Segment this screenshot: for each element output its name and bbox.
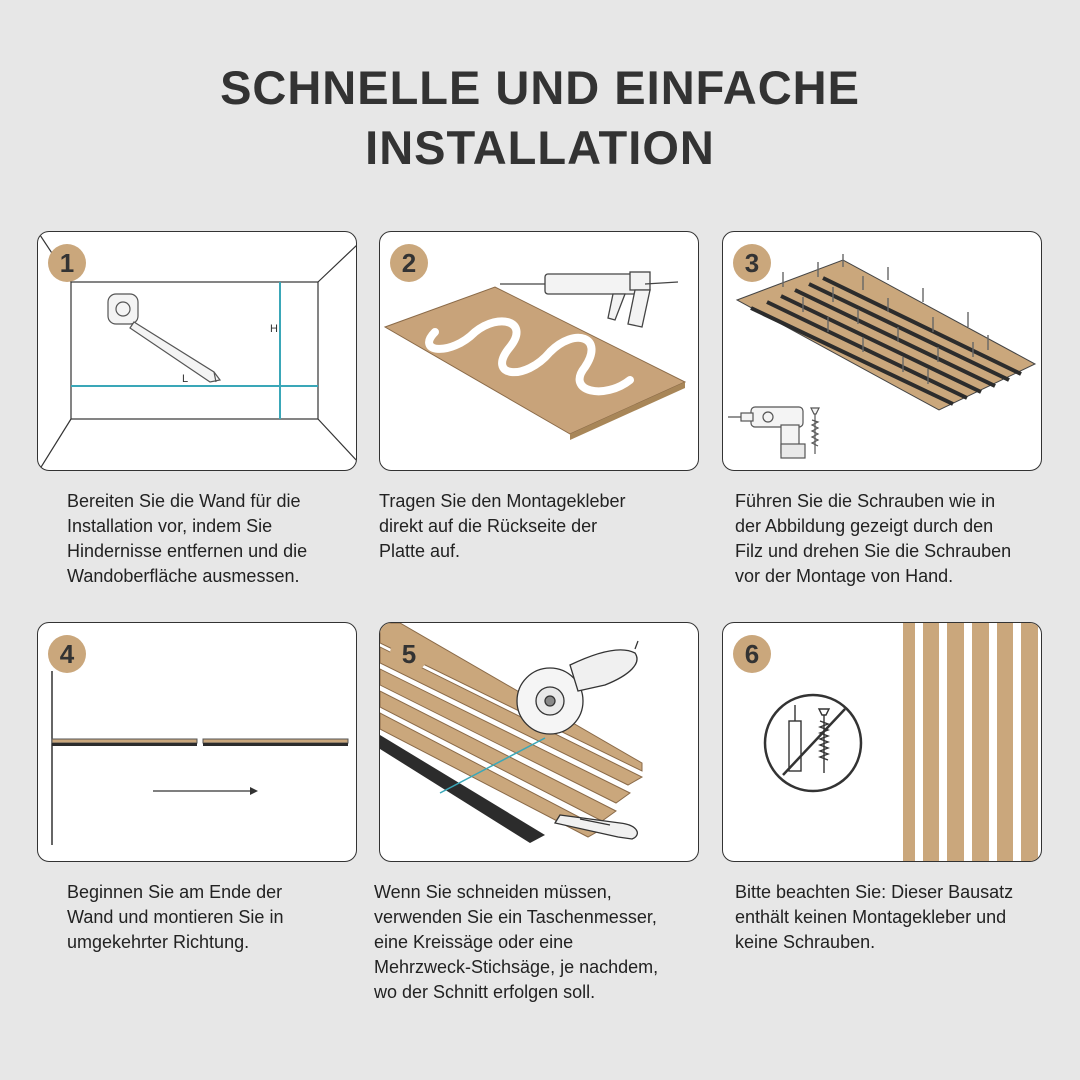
step-3-description: Führen Sie die Schrauben wie in der Abbildung gezeigt durch den Filz und drehen Sie die Schrauben vor der Montage von Hand. <box>735 491 1012 586</box>
step-1-description: Bereiten Sie die Wand für die Installation vor, indem Sie Hindernisse entfernen und die Wandoberfläche ausmessen. <box>67 491 308 586</box>
step-4-card <box>37 622 357 862</box>
step-2-badge: 2 <box>390 244 428 282</box>
step-4-badge: 4 <box>48 635 86 673</box>
length-label: L <box>182 373 189 385</box>
step-5-badge: 5 <box>390 635 428 673</box>
step-2-card <box>379 231 699 471</box>
height-label: H <box>270 323 278 335</box>
step-6-description: Bitte beachten Sie: Dieser Bausatz enthält keinen Montagekleber und keine Schrauben. <box>735 882 1014 952</box>
step-3-card <box>722 231 1042 471</box>
step-2-description: Tragen Sie den Montagekleber direkt auf die Rückseite der Platte auf. <box>379 491 626 561</box>
step-5-description: Wenn Sie schneiden müssen, verwenden Sie ein Taschenmesser, eine Kreissäge oder eine Mehrzweck-Stichsäge, je nachdem, wo der Schnitt erfolgen soll. <box>374 882 659 1002</box>
drill-screw-icon <box>723 232 1042 471</box>
step-6-card <box>722 622 1042 862</box>
room-measure-icon <box>38 232 357 471</box>
glue-gun-icon <box>380 232 699 471</box>
step-1-card <box>37 231 357 471</box>
title-line-2: INSTALLATION <box>365 121 715 174</box>
step-3-badge: 3 <box>733 244 771 282</box>
tape-measure-icon <box>108 294 220 382</box>
mounting-direction-icon <box>38 623 357 862</box>
step-6-badge: 6 <box>733 635 771 673</box>
step-1-badge: 1 <box>48 244 86 282</box>
title-line-1: SCHNELLE UND EINFACHE <box>220 61 860 114</box>
step-4-description: Beginnen Sie am Ende der Wand und montieren Sie in umgekehrter Richtung. <box>67 882 284 952</box>
page-title <box>0 58 1080 178</box>
no-glue-no-screw-icon <box>723 623 1042 862</box>
step-5-card <box>379 622 699 862</box>
saw-knife-icon <box>380 623 699 862</box>
